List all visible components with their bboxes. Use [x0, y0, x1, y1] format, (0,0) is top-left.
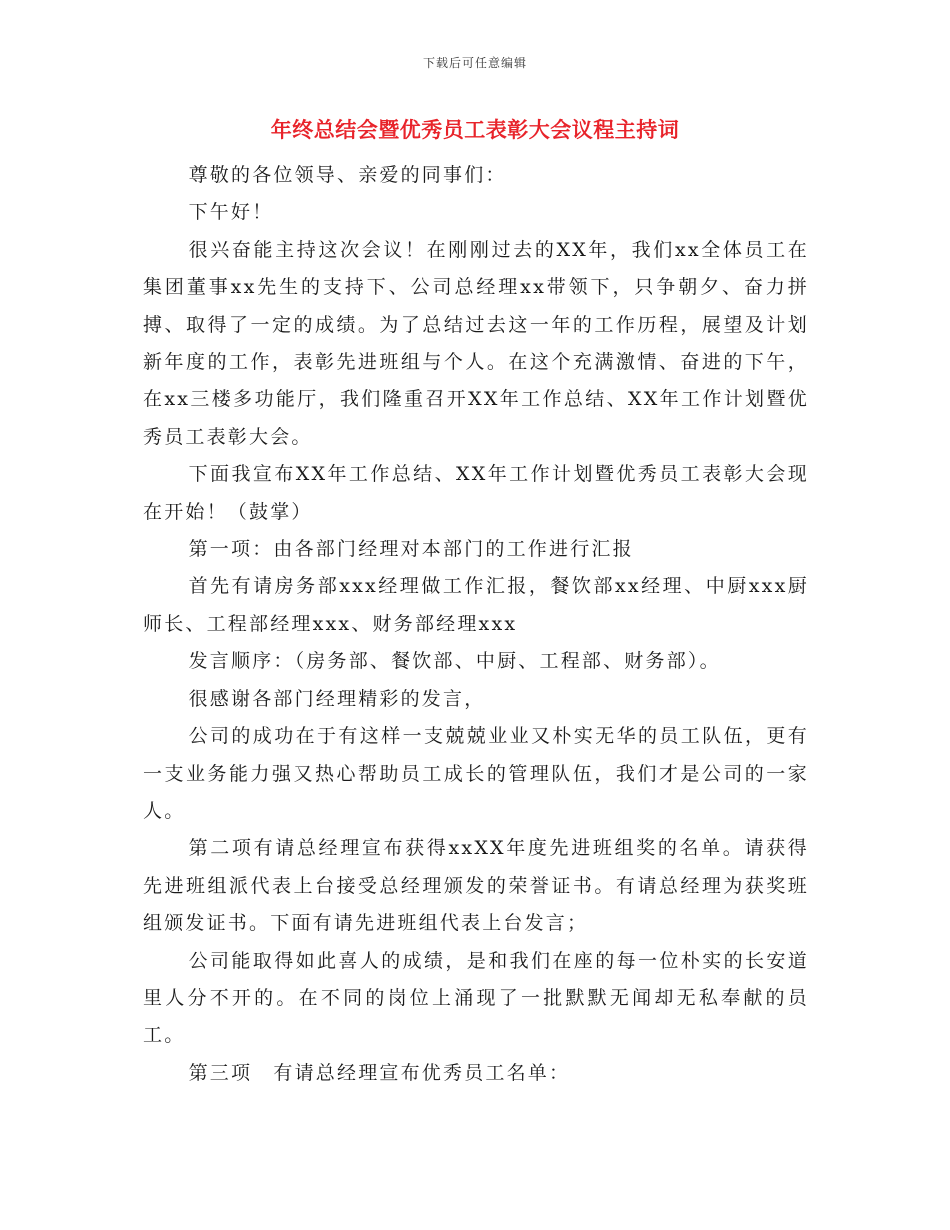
paragraph-opening: 很兴奋能主持这次会议！在刚刚过去的XX年，我们xx全体员工在集团董事xx先生的支持下、公司总经理xx带领下，只争朝夕、奋力拼搏、取得了一定的成绩。为了总结过去这一年的工作历程，展望及计划新年度的工作，表彰先进班组与个人。在这个充满激情、奋进的下午，在xx三楼多功能厅，我们隆重召开XX年工作总结、XX年工作计划暨优秀员工表彰大会。: [143, 238, 809, 448]
paragraph-item-one: 第一项：由各部门经理对本部门的工作进行汇报: [188, 538, 634, 561]
paragraph-greeting: 尊敬的各位领导、亲爱的同事们：: [188, 164, 507, 186]
paragraph-speaking-order: 发言顺序：（房务部、餐饮部、中厨、工程部、财务部）。: [188, 650, 721, 673]
paragraph-announcement: 下面我宣布XX年工作总结、XX年工作计划暨优秀员工表彰大会现在开始！（鼓掌）: [143, 463, 809, 523]
header-note: 下载后可任意编辑: [422, 56, 527, 70]
paragraph-achievements: 公司能取得如此喜人的成绩，是和我们在座的每一位朴实的长安道里人分不开的。在不同的岗位上涌现了一批默默无闻却无私奉献的员工。: [143, 949, 809, 1047]
paragraph-thanks: 很感谢各部门经理精彩的发言，: [188, 687, 486, 710]
paragraph-item-three: 第三项 有请总经理宣布优秀员工名单：: [188, 1061, 571, 1084]
paragraph-team: 公司的成功在于有这样一支兢兢业业又朴实无华的员工队伍，更有一支业务能力强又热心帮助员工成长的管理队伍，我们才是公司的一家人。: [143, 725, 809, 822]
document-body: [143, 157, 809, 1092]
document-title: 年终总结会暨优秀员工表彰大会议程主持词: [270, 118, 680, 142]
paragraph-good-afternoon: 下午好！: [188, 201, 274, 224]
paragraph-speakers: 首先有请房务部xxx经理做工作汇报，餐饮部xx经理、中厨xxx厨师长、工程部经理xxx、财务部经理xxx: [143, 575, 809, 635]
paragraph-item-two: 第二项有请总经理宣布获得xxXX年度先进班组奖的名单。请获得先进班组派代表上台接受总经理颁发的荣誉证书。有请总经理为获奖班组颁发证书。下面有请先进班组代表上台发言；: [143, 837, 809, 935]
